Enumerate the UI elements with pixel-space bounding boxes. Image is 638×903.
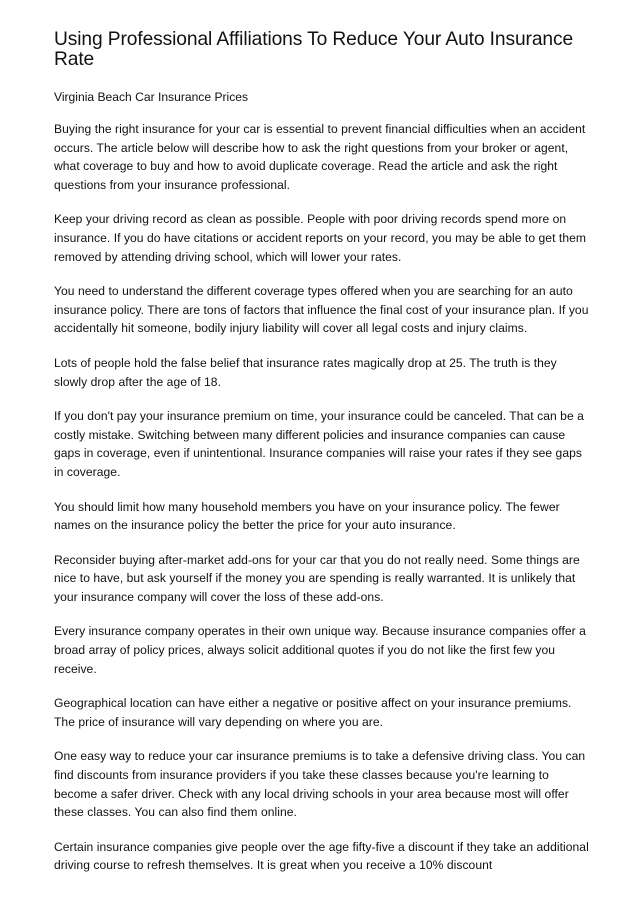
document-subtitle: Virginia Beach Car Insurance Prices: [54, 90, 249, 104]
paragraph: If you don't pay your insurance premium on time, your insurance could be canceled. That can be a costly mistake. Switching between many different policies and insurance companies can cause gaps in coverage, even if unintentional. Insurance companies will raise your rates if they see gaps in coverage.: [54, 409, 584, 479]
paragraph: Reconsider buying after-market add-ons for your car that you do not really need. Some things are nice to have, but ask yourself if the money you are spending is really warranted. It is unlikely that your insurance company will cover the loss of these add-ons.: [54, 552, 580, 604]
paragraph: You need to understand the different coverage types offered when you are searching for an auto insurance policy. There are tons of factors that influence the final cost of your insurance plan. If you accidentally hit someone, bodily injury liability will cover all legal costs and injury claims.: [54, 284, 589, 336]
paragraph: You should limit how many household members you have on your insurance policy. The fewer names on the insurance policy the better the price for your auto insurance.: [54, 499, 560, 533]
document-title: Using Professional Affiliations To Reduce Your Auto Insurance Rate: [54, 29, 574, 70]
document-page: [54, 30, 590, 875]
paragraph: Keep your driving record as clean as possible. People with poor driving records spend more on insurance. If you do have citations or accident reports on your record, you may be able to get them removed by attending driving school, which will lower your rates.: [54, 212, 586, 264]
paragraph: Lots of people hold the false belief that insurance rates magically drop at 25. The truth is they slowly drop after the age of 18.: [54, 355, 557, 389]
paragraph: Buying the right insurance for your car is essential to prevent financial difficulties when an accident occurs. The article below will describe how to ask the right questions from your broker or agent, what coverage to buy and how to avoid duplicate coverage. Read the article and ask the right questions from your insurance professional.: [54, 122, 586, 192]
paragraph: Geographical location can have either a negative or positive affect on your insurance premiums. The price of insurance will vary depending on where you are.: [54, 696, 572, 729]
paragraph: Certain insurance companies give people over the age fifty-five a discount if they take an additional driving course to refresh themselves. It is great when you receive a 10% discount: [54, 839, 589, 873]
paragraph-list: [54, 120, 590, 875]
paragraph: Every insurance company operates in their own unique way. Because insurance companies offer a broad array of policy prices, always solicit additional quotes if you do not like the first few you receive.: [54, 624, 586, 676]
paragraph: One easy way to reduce your car insurance premiums is to take a defensive driving class. You can find discounts from insurance providers if you take these classes because you're learning to become a safer driver. Check with any local driving schools in your area because most will offer these classes. You can also find them online.: [54, 749, 586, 820]
